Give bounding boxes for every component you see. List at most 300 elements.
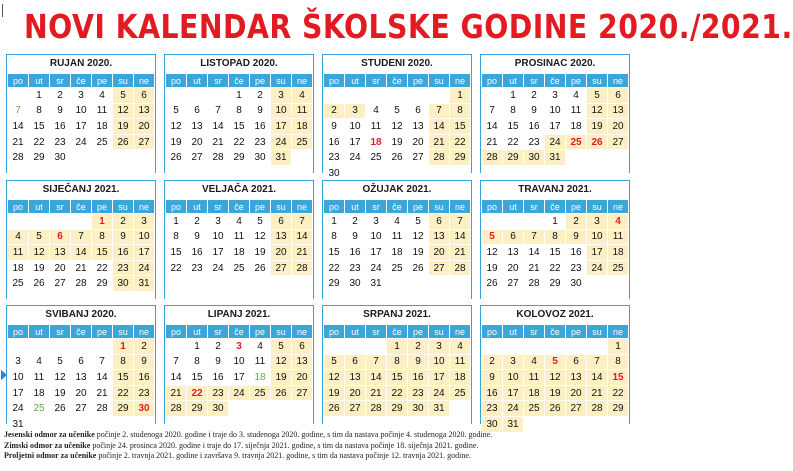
day-cell: 20 xyxy=(503,260,524,276)
day-cell: 21 xyxy=(450,245,471,261)
day-cell: 22 xyxy=(503,134,524,150)
weekday-header: ut xyxy=(187,200,208,214)
day-cell: 11 xyxy=(450,354,471,370)
day-cell: 28 xyxy=(429,150,450,166)
day-cell: 6 xyxy=(345,354,366,370)
day-cell xyxy=(92,165,113,181)
day-cell: 3 xyxy=(345,103,366,119)
weekday-header: su xyxy=(429,74,450,88)
weekday-header: su xyxy=(429,325,450,339)
day-cell xyxy=(408,88,429,104)
day-cell: 26 xyxy=(29,276,50,292)
day-cell xyxy=(250,401,271,417)
day-cell: 4 xyxy=(29,354,50,370)
day-cell: 23 xyxy=(50,134,71,150)
day-cell: 11 xyxy=(92,103,113,119)
weekday-header: sr xyxy=(524,74,545,88)
day-cell xyxy=(50,339,71,355)
day-cell: 9 xyxy=(50,103,71,119)
weekday-header: ut xyxy=(345,200,366,214)
day-cell xyxy=(113,165,134,181)
day-cell: 8 xyxy=(387,354,408,370)
day-cell: 5 xyxy=(545,354,566,370)
weekday-header: če xyxy=(229,74,250,88)
day-cell: 5 xyxy=(271,339,292,355)
day-cell: 3 xyxy=(229,339,250,355)
day-cell: 2 xyxy=(524,88,545,104)
weekday-header: po xyxy=(8,200,29,214)
day-cell: 14 xyxy=(166,370,187,386)
day-cell: 24 xyxy=(366,260,387,276)
day-cell: 1 xyxy=(387,339,408,355)
day-cell: 23 xyxy=(134,385,155,401)
day-cell xyxy=(566,339,587,355)
day-cell xyxy=(524,339,545,355)
weekday-header: ne xyxy=(134,74,155,88)
day-cell: 15 xyxy=(324,245,345,261)
weekday-header: ut xyxy=(29,325,50,339)
day-cell xyxy=(166,339,187,355)
day-cell: 7 xyxy=(208,103,229,119)
weekday-header: sr xyxy=(524,200,545,214)
day-cell: 22 xyxy=(387,385,408,401)
day-cell: 28 xyxy=(8,150,29,166)
month-title: PROSINAC 2020. xyxy=(514,58,596,69)
day-cell xyxy=(50,165,71,181)
day-cell: 5 xyxy=(324,354,345,370)
day-cell: 15 xyxy=(187,370,208,386)
day-cell: 30 xyxy=(50,150,71,166)
day-cell: 19 xyxy=(166,134,187,150)
calendar-grid xyxy=(6,54,633,430)
day-cell: 11 xyxy=(292,103,313,119)
weekday-header: če xyxy=(545,325,566,339)
weekday-header: su xyxy=(271,325,292,339)
day-cell xyxy=(345,339,366,355)
day-cell: 29 xyxy=(92,276,113,292)
weekday-header: po xyxy=(8,74,29,88)
day-cell: 2 xyxy=(482,354,503,370)
day-cell: 1 xyxy=(29,88,50,104)
day-cell: 28 xyxy=(92,401,113,417)
day-cell: 4 xyxy=(566,88,587,104)
month-calendar xyxy=(322,180,472,299)
day-cell: 15 xyxy=(166,245,187,261)
day-cell: 13 xyxy=(271,229,292,245)
day-cell: 6 xyxy=(187,103,208,119)
day-cell: 15 xyxy=(608,370,629,386)
day-cell: 19 xyxy=(271,370,292,386)
day-cell: 25 xyxy=(524,401,545,417)
weekday-header: sr xyxy=(366,200,387,214)
month-table xyxy=(165,199,313,308)
day-cell: 27 xyxy=(187,150,208,166)
day-cell: 2 xyxy=(208,339,229,355)
day-cell: 18 xyxy=(92,119,113,135)
day-cell: 28 xyxy=(366,401,387,417)
day-cell: 5 xyxy=(50,354,71,370)
day-cell xyxy=(229,276,250,292)
day-cell: 17 xyxy=(545,119,566,135)
day-cell: 7 xyxy=(92,354,113,370)
weekday-header: če xyxy=(387,325,408,339)
day-cell xyxy=(271,165,292,181)
day-cell xyxy=(187,165,208,181)
weekday-header: su xyxy=(271,200,292,214)
day-cell: 10 xyxy=(71,103,92,119)
weekday-header: pe xyxy=(250,74,271,88)
day-cell: 12 xyxy=(408,229,429,245)
day-cell: 28 xyxy=(587,401,608,417)
day-cell xyxy=(387,88,408,104)
day-cell: 12 xyxy=(50,370,71,386)
day-cell: 27 xyxy=(503,276,524,292)
holiday-notes xyxy=(4,430,632,462)
weekday-header: če xyxy=(545,200,566,214)
day-cell: 29 xyxy=(324,276,345,292)
day-cell: 17 xyxy=(271,119,292,135)
day-cell: 29 xyxy=(229,150,250,166)
day-cell: 14 xyxy=(524,245,545,261)
month-table xyxy=(323,199,471,308)
day-cell: 9 xyxy=(134,354,155,370)
day-cell: 22 xyxy=(450,134,471,150)
day-cell xyxy=(208,88,229,104)
weekday-header: če xyxy=(229,325,250,339)
day-cell: 7 xyxy=(482,103,503,119)
day-cell xyxy=(229,165,250,181)
weekday-header: če xyxy=(387,74,408,88)
day-cell: 19 xyxy=(387,134,408,150)
day-cell xyxy=(503,339,524,355)
day-cell: 14 xyxy=(71,245,92,261)
day-cell: 30 xyxy=(250,150,271,166)
weekday-header: ne xyxy=(608,325,629,339)
day-cell: 12 xyxy=(387,119,408,135)
day-cell: 16 xyxy=(408,370,429,386)
day-cell: 28 xyxy=(450,260,471,276)
weekday-header: su xyxy=(587,74,608,88)
note-spring: Proljetni odmor za učenike počinje 2. travnja 2021. godine i završava 9. travnja 2021. godine, s tim da nastava počinje 12. travnja 2021. godine. xyxy=(4,451,471,460)
day-cell: 20 xyxy=(134,119,155,135)
day-cell: 21 xyxy=(587,385,608,401)
day-cell xyxy=(450,401,471,417)
day-cell xyxy=(429,165,450,181)
weekday-header: sr xyxy=(524,325,545,339)
day-cell xyxy=(50,214,71,230)
month-title: LIPANJ 2021. xyxy=(207,309,271,320)
day-cell: 12 xyxy=(587,103,608,119)
day-cell xyxy=(134,150,155,166)
day-cell: 2 xyxy=(250,88,271,104)
day-cell: 6 xyxy=(134,88,155,104)
month-table xyxy=(323,324,471,433)
day-cell: 26 xyxy=(113,134,134,150)
day-cell: 9 xyxy=(408,354,429,370)
day-cell: 29 xyxy=(113,401,134,417)
day-cell: 22 xyxy=(324,260,345,276)
day-cell: 1 xyxy=(92,214,113,230)
month-title: SVIBANJ 2020. xyxy=(45,309,117,320)
day-cell: 31 xyxy=(429,401,450,417)
day-cell: 12 xyxy=(166,119,187,135)
day-cell: 11 xyxy=(8,245,29,261)
day-cell: 10 xyxy=(345,119,366,135)
day-cell: 25 xyxy=(8,276,29,292)
day-cell: 4 xyxy=(92,88,113,104)
day-cell: 1 xyxy=(166,214,187,230)
day-cell: 20 xyxy=(429,245,450,261)
day-cell xyxy=(387,165,408,181)
month-title: KOLOVOZ 2021. xyxy=(516,309,594,320)
day-cell: 10 xyxy=(229,354,250,370)
month-title: STUDENI 2020. xyxy=(361,58,433,69)
day-cell: 18 xyxy=(366,134,387,150)
day-cell: 4 xyxy=(250,339,271,355)
day-cell: 13 xyxy=(503,245,524,261)
day-cell: 26 xyxy=(545,401,566,417)
weekday-header: po xyxy=(166,74,187,88)
day-cell: 22 xyxy=(608,385,629,401)
day-cell xyxy=(166,276,187,292)
day-cell: 8 xyxy=(450,103,471,119)
day-cell xyxy=(524,165,545,181)
day-cell xyxy=(608,276,629,292)
day-cell: 25 xyxy=(229,260,250,276)
day-cell: 15 xyxy=(92,245,113,261)
day-cell: 20 xyxy=(292,370,313,386)
day-cell: 3 xyxy=(8,354,29,370)
day-cell xyxy=(292,276,313,292)
day-cell: 5 xyxy=(166,103,187,119)
day-cell: 1 xyxy=(545,214,566,230)
day-cell: 9 xyxy=(566,229,587,245)
day-cell: 30 xyxy=(566,276,587,292)
day-cell xyxy=(271,276,292,292)
weekday-header: ut xyxy=(503,74,524,88)
weekday-header: ne xyxy=(608,200,629,214)
day-cell xyxy=(71,150,92,166)
day-cell: 9 xyxy=(482,370,503,386)
day-cell: 30 xyxy=(324,165,345,181)
weekday-header: su xyxy=(113,200,134,214)
day-cell xyxy=(29,339,50,355)
day-cell: 4 xyxy=(8,229,29,245)
day-cell: 22 xyxy=(229,134,250,150)
day-cell xyxy=(292,165,313,181)
day-cell: 27 xyxy=(566,401,587,417)
day-cell: 23 xyxy=(566,260,587,276)
day-cell: 21 xyxy=(71,260,92,276)
day-cell xyxy=(8,339,29,355)
weekday-header: ne xyxy=(450,200,471,214)
weekday-header: su xyxy=(429,200,450,214)
day-cell: 7 xyxy=(366,354,387,370)
day-cell: 27 xyxy=(292,385,313,401)
day-cell: 17 xyxy=(345,134,366,150)
day-cell: 25 xyxy=(387,260,408,276)
month-table xyxy=(7,199,155,308)
day-cell: 6 xyxy=(408,103,429,119)
weekday-header: pe xyxy=(250,200,271,214)
day-cell xyxy=(71,339,92,355)
day-cell: 11 xyxy=(524,370,545,386)
day-cell: 27 xyxy=(71,401,92,417)
month-title: VELJAČA 2021. xyxy=(201,184,277,195)
day-cell: 6 xyxy=(608,88,629,104)
day-cell: 9 xyxy=(208,354,229,370)
day-cell: 21 xyxy=(482,134,503,150)
day-cell: 19 xyxy=(113,119,134,135)
day-cell: 19 xyxy=(250,245,271,261)
weekday-header: če xyxy=(71,200,92,214)
day-cell: 9 xyxy=(187,229,208,245)
weekday-header: če xyxy=(229,200,250,214)
day-cell: 22 xyxy=(166,260,187,276)
day-cell: 11 xyxy=(29,370,50,386)
day-cell: 12 xyxy=(29,245,50,261)
weekday-header: sr xyxy=(50,74,71,88)
day-cell xyxy=(587,339,608,355)
day-cell xyxy=(482,339,503,355)
weekday-header: pe xyxy=(408,74,429,88)
day-cell: 21 xyxy=(92,385,113,401)
day-cell: 5 xyxy=(482,229,503,245)
day-cell: 1 xyxy=(229,88,250,104)
day-cell: 3 xyxy=(429,339,450,355)
day-cell: 16 xyxy=(208,370,229,386)
weekday-header: sr xyxy=(208,325,229,339)
day-cell: 20 xyxy=(608,119,629,135)
day-cell: 8 xyxy=(92,229,113,245)
day-cell: 10 xyxy=(429,354,450,370)
day-cell: 8 xyxy=(229,103,250,119)
day-cell: 11 xyxy=(250,354,271,370)
day-cell: 16 xyxy=(113,245,134,261)
day-cell: 27 xyxy=(408,150,429,166)
month-calendar xyxy=(322,305,472,424)
day-cell: 13 xyxy=(429,229,450,245)
day-cell: 16 xyxy=(524,119,545,135)
day-cell: 9 xyxy=(524,103,545,119)
day-cell: 22 xyxy=(545,260,566,276)
day-cell: 12 xyxy=(271,354,292,370)
day-cell xyxy=(92,150,113,166)
month-table xyxy=(7,73,155,182)
day-cell: 6 xyxy=(271,214,292,230)
day-cell: 11 xyxy=(366,119,387,135)
day-cell: 19 xyxy=(545,385,566,401)
day-cell: 25 xyxy=(608,260,629,276)
weekday-header: ne xyxy=(292,74,313,88)
day-cell: 21 xyxy=(8,134,29,150)
day-cell: 7 xyxy=(587,354,608,370)
day-cell xyxy=(587,276,608,292)
day-cell xyxy=(208,165,229,181)
day-cell: 29 xyxy=(450,150,471,166)
day-cell: 18 xyxy=(524,385,545,401)
day-cell: 9 xyxy=(250,103,271,119)
day-cell: 29 xyxy=(608,401,629,417)
day-cell xyxy=(387,276,408,292)
day-cell xyxy=(29,214,50,230)
day-cell: 17 xyxy=(71,119,92,135)
day-cell: 2 xyxy=(113,214,134,230)
day-cell: 8 xyxy=(187,354,208,370)
day-cell: 10 xyxy=(545,103,566,119)
day-cell: 21 xyxy=(208,134,229,150)
day-cell: 31 xyxy=(271,150,292,166)
day-cell: 6 xyxy=(566,354,587,370)
month-calendar xyxy=(322,54,472,179)
day-cell: 10 xyxy=(366,229,387,245)
day-cell: 29 xyxy=(503,150,524,166)
weekday-header: pe xyxy=(408,325,429,339)
day-cell xyxy=(71,165,92,181)
day-cell xyxy=(524,214,545,230)
day-cell: 23 xyxy=(408,385,429,401)
day-cell: 8 xyxy=(166,229,187,245)
day-cell xyxy=(608,150,629,166)
weekday-header: ut xyxy=(29,200,50,214)
weekday-header: pe xyxy=(408,200,429,214)
weekday-header: sr xyxy=(208,200,229,214)
month-table xyxy=(481,324,629,433)
day-cell: 14 xyxy=(92,370,113,386)
day-cell: 24 xyxy=(545,134,566,150)
day-cell: 4 xyxy=(608,214,629,230)
day-cell: 18 xyxy=(450,370,471,386)
day-cell xyxy=(366,339,387,355)
month-title: SIJEČANJ 2021. xyxy=(42,184,120,195)
day-cell: 21 xyxy=(292,245,313,261)
text-cursor xyxy=(2,4,3,17)
day-cell: 26 xyxy=(50,401,71,417)
month-calendar xyxy=(6,180,156,299)
day-cell: 18 xyxy=(292,119,313,135)
day-cell: 13 xyxy=(608,103,629,119)
page-title: NOVI KALENDAR ŠKOLSKE GODINE 2020./2021. xyxy=(24,7,793,46)
day-cell: 16 xyxy=(250,119,271,135)
day-cell: 28 xyxy=(524,276,545,292)
day-cell: 16 xyxy=(134,370,155,386)
day-cell: 23 xyxy=(113,260,134,276)
day-cell: 30 xyxy=(482,416,503,432)
day-cell: 22 xyxy=(113,385,134,401)
month-table xyxy=(165,324,313,433)
day-cell: 26 xyxy=(250,260,271,276)
day-cell: 15 xyxy=(387,370,408,386)
day-cell: 7 xyxy=(429,103,450,119)
day-cell: 18 xyxy=(8,260,29,276)
day-cell xyxy=(324,339,345,355)
day-cell: 21 xyxy=(429,134,450,150)
day-cell: 2 xyxy=(187,214,208,230)
day-cell: 14 xyxy=(208,119,229,135)
day-cell: 2 xyxy=(408,339,429,355)
day-cell: 7 xyxy=(524,229,545,245)
day-cell: 4 xyxy=(387,214,408,230)
day-cell: 24 xyxy=(8,401,29,417)
day-cell: 26 xyxy=(271,385,292,401)
day-cell xyxy=(250,165,271,181)
day-cell: 6 xyxy=(429,214,450,230)
day-cell xyxy=(545,339,566,355)
weekday-header: ne xyxy=(292,325,313,339)
day-cell: 5 xyxy=(113,88,134,104)
day-cell: 15 xyxy=(29,119,50,135)
day-cell xyxy=(482,165,503,181)
